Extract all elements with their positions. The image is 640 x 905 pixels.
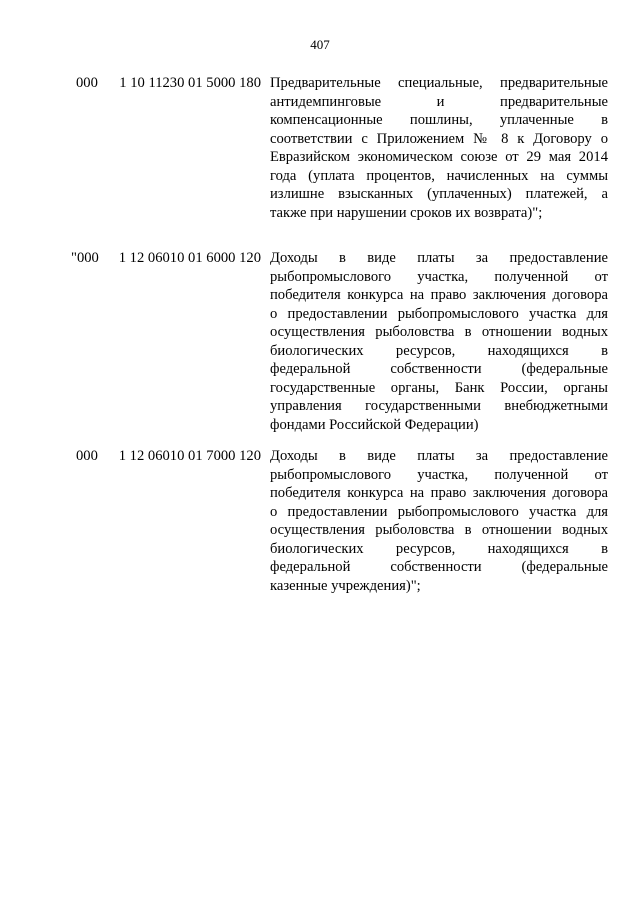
description-line: Предварительные специальные, предварительные (270, 75, 608, 91)
description-line: о предоставлении рыбопромыслового участка для (270, 305, 608, 322)
description-line: года (уплата процентов, начисленных на суммы (270, 167, 608, 184)
description-line: антидемпинговые и предварительные (270, 93, 608, 110)
kbk-code: 1 10 11230 01 5000 180 (119, 75, 261, 91)
entry-description (270, 447, 608, 595)
description-line: рыбопромыслового участка, полученной от (270, 466, 608, 483)
description-line: победителя конкурса на право заключения договора (270, 287, 608, 303)
description-line: биологических ресурсов, находящихся в (270, 540, 608, 557)
page-number: 407 (310, 37, 330, 52)
admin-code: 000 (76, 75, 98, 91)
description-line: федеральной собственности (федеральные (270, 361, 608, 377)
kbk-code: 1 12 06010 01 6000 120 (118, 250, 261, 266)
description-line: рыбопромыслового участка, полученной от (270, 268, 608, 285)
description-line: фондами Российской Федерации) (270, 416, 479, 433)
description-line: Доходы в виде платы за предоставление (270, 448, 608, 464)
description-line: Доходы в виде платы за предоставление (270, 250, 608, 266)
admin-code: 000 (76, 448, 98, 464)
entry-description (270, 249, 608, 434)
admin-code: "000 (71, 250, 99, 266)
entry-description (270, 74, 608, 222)
description-line: излишне взысканных (уплаченных) платежей, а (270, 186, 608, 202)
description-line: казенные учреждения)"; (270, 577, 421, 594)
description-line: государственные органы, Банк России, органы (270, 379, 608, 396)
description-line: биологических ресурсов, находящихся в (270, 342, 608, 359)
description-line: победителя конкурса на право заключения договора (270, 485, 608, 501)
description-line: компенсационные пошлины, уплаченные в (270, 112, 608, 128)
description-line: осуществления рыболовства в отношении водных (270, 324, 608, 340)
description-line: осуществления рыболовства в отношении водных (270, 522, 608, 538)
description-line: также при нарушении сроков их возврата)"; (270, 204, 543, 221)
description-line: Евразийском экономическом союзе от 29 мая 2014 (270, 149, 608, 165)
description-line: о предоставлении рыбопромыслового участка для (270, 503, 608, 520)
description-line: федеральной собственности (федеральные (270, 559, 608, 575)
description-line: соответствии с Приложением № 8 к Договору о (270, 130, 608, 147)
description-line: управления государственными внебюджетными (270, 398, 608, 414)
kbk-code: 1 12 06010 01 7000 120 (118, 448, 261, 464)
